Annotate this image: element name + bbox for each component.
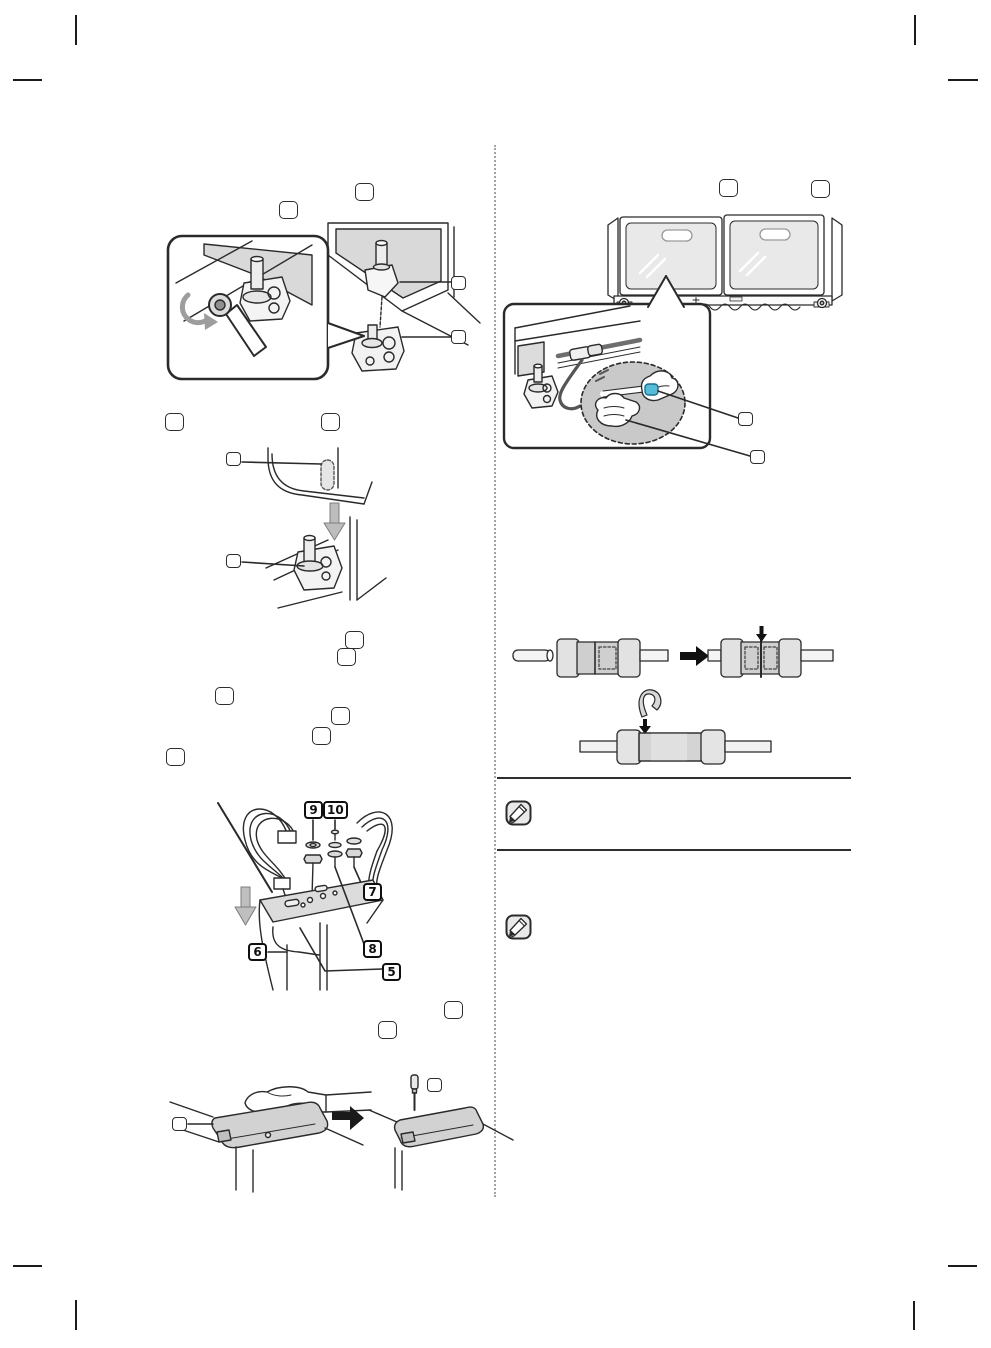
crop-mark-top-right-v — [914, 15, 916, 45]
leader-line — [242, 462, 321, 464]
callout-number-10 — [323, 801, 348, 819]
diagram-tube-coupler — [505, 625, 850, 770]
step-number-placeholder — [811, 180, 830, 198]
direction-arrow — [332, 1106, 364, 1130]
coupler-clip-step — [580, 730, 771, 764]
diagram-water-tube-detail — [500, 268, 780, 468]
step-number-placeholder — [331, 707, 350, 725]
door-edge-line — [218, 803, 272, 892]
callout-10-label: 10 — [327, 803, 344, 817]
screw-washer-set-9 — [304, 820, 322, 897]
part-callout-placeholder — [226, 452, 241, 466]
step-number-placeholder — [337, 648, 356, 666]
step-arrow — [680, 646, 709, 666]
callout-number-7 — [363, 883, 382, 901]
callout-number-6 — [248, 943, 267, 961]
callout-8-label: 8 — [368, 942, 377, 956]
part-callout-placeholder — [451, 330, 466, 344]
callout-9-label: 9 — [309, 803, 318, 817]
hinge-cover-left — [212, 1102, 328, 1148]
coupler-inserted-step — [708, 626, 833, 677]
step-number-placeholder — [165, 413, 184, 431]
crop-mark-top-left-v — [75, 15, 77, 45]
callout-number-5 — [382, 963, 401, 981]
diagram-door-onto-hinge — [158, 440, 418, 625]
note-pencil-icon — [505, 914, 532, 940]
step-number-placeholder — [215, 687, 234, 705]
diagram-top-hinge-wiring — [215, 795, 485, 1000]
part-callout-placeholder — [226, 554, 241, 568]
c-clip — [639, 690, 661, 717]
wire-harness-right — [357, 812, 392, 890]
crop-mark-bottom-left-h — [13, 1265, 42, 1267]
step-number-placeholder — [312, 727, 331, 745]
step-number-placeholder — [166, 748, 185, 766]
section-rule — [497, 849, 851, 851]
alignment-arrow — [756, 626, 767, 642]
tube-clip-blue — [645, 384, 658, 395]
part-callout-placeholder — [750, 450, 765, 464]
hinge-pin-hole-dashed — [321, 460, 334, 490]
crop-mark-bottom-right-h — [948, 1265, 977, 1267]
step-number-placeholder — [345, 631, 364, 649]
mounted-hinge — [294, 536, 342, 591]
down-arrow — [235, 887, 256, 925]
fridge-right-side — [832, 218, 842, 301]
callout-7-label: 7 — [368, 885, 377, 899]
callout-number-8 — [363, 940, 382, 958]
callout-5-label: 5 — [387, 965, 396, 979]
part-callout-placeholder — [427, 1078, 442, 1092]
crop-mark-bottom-left-v — [75, 1300, 77, 1330]
screw-washer-set-10 — [328, 820, 342, 867]
diagram-hinge-wrench — [160, 175, 470, 400]
note-pencil-icon — [505, 800, 532, 826]
down-arrow — [324, 503, 345, 540]
callout-number-9 — [304, 801, 323, 819]
step-number-placeholder — [719, 179, 738, 197]
crop-mark-top-left-h — [13, 79, 42, 81]
crop-mark-top-right-h — [948, 79, 978, 81]
crop-mark-bottom-right-v — [913, 1301, 915, 1330]
clip-down-arrow — [639, 719, 651, 734]
screw-washer-set-right — [346, 838, 362, 885]
diagram-hinge-cover — [155, 1000, 485, 1195]
section-rule — [497, 777, 851, 779]
part-callout-placeholder — [738, 412, 753, 426]
step-number-placeholder — [321, 413, 340, 431]
callout-6-label: 6 — [253, 945, 262, 959]
column-divider — [494, 145, 496, 1197]
hinge-cover-right — [395, 1107, 484, 1147]
lower-hinge — [352, 325, 404, 371]
part-callout-placeholder — [172, 1117, 187, 1131]
coupler-insert-step — [513, 639, 668, 677]
alignment-dashed-line — [380, 297, 382, 327]
magnifier-tail — [648, 276, 684, 307]
door-underside — [268, 448, 372, 504]
magnified-oval — [581, 362, 685, 444]
part-callout-placeholder — [451, 276, 466, 290]
screwdriver — [411, 1075, 418, 1110]
